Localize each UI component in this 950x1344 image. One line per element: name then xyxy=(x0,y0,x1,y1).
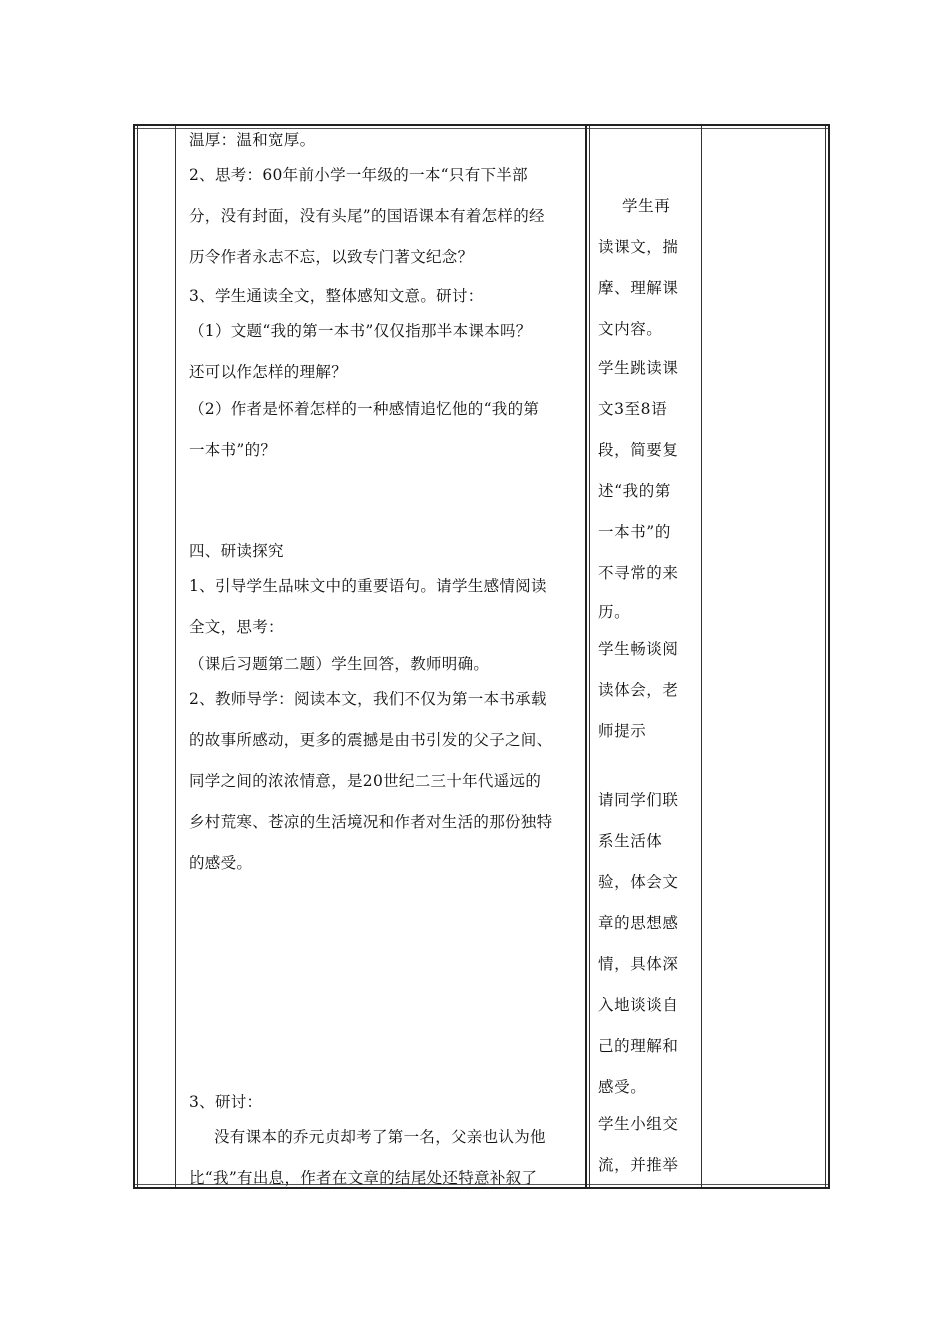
activity-line: 读课文，揣 xyxy=(598,238,679,256)
activity-line: 述“我的第 xyxy=(598,482,671,500)
section-heading: 四、研读探究 xyxy=(189,542,284,560)
activity-line: 入地谈谈自 xyxy=(598,996,679,1014)
content-line: 一本书”的？ xyxy=(189,441,277,459)
content-line: 分，没有封面，没有头尾”的国语课本有着怎样的经 xyxy=(189,207,545,225)
activity-line: 学生再 xyxy=(622,197,671,215)
activity-line: 读体会，老 xyxy=(598,681,679,699)
activity-line: 流，并推举 xyxy=(598,1156,679,1174)
column-divider-2-inner xyxy=(589,126,590,1187)
activity-line: 一本书”的 xyxy=(598,523,671,541)
content-line: 2、教师导学：阅读本文，我们不仅为第一本书承载 xyxy=(189,690,547,708)
table-inner-top-rule xyxy=(135,128,828,129)
content-line: 历令作者永志不忘，以致专门著文纪念？ xyxy=(189,248,474,266)
activity-line: 验，体会文 xyxy=(598,873,679,891)
content-line: 还可以作怎样的理解？ xyxy=(189,363,348,381)
activity-line: 摩、理解课 xyxy=(598,279,679,297)
activity-line: 己的理解和 xyxy=(598,1037,679,1055)
content-line: 乡村荒寒、苍凉的生活境况和作者对生活的那份独特 xyxy=(189,813,553,831)
activity-line: 段，简要复 xyxy=(598,441,679,459)
activity-line: 师提示 xyxy=(598,722,647,740)
activity-line: 系生活体 xyxy=(598,832,663,850)
content-line: 的故事所感动，更多的震撼是由书引发的父子之间、 xyxy=(189,731,553,749)
content-line: 温厚：温和宽厚。 xyxy=(189,131,316,149)
content-line: （1）文题“我的第一本书”仅仅指那半本课本吗？ xyxy=(189,322,532,340)
activity-line: 学生跳读课 xyxy=(598,359,679,377)
content-line: 全文，思考： xyxy=(189,618,284,636)
column-divider-3 xyxy=(701,126,702,1187)
activity-line: 文3至8语 xyxy=(598,400,668,418)
content-line: 2、思考：60年前小学一年级的一本“只有下半部 xyxy=(189,166,528,184)
column-divider-right-inner xyxy=(825,126,826,1187)
column-divider-left-inner xyxy=(137,126,138,1187)
activity-line: 感受。 xyxy=(598,1078,647,1096)
activity-line: 情，具体深 xyxy=(598,955,679,973)
content-line: 3、研讨： xyxy=(189,1093,263,1111)
content-line: 比“我”有出息，作者在文章的结尾处还特意补叙了 xyxy=(189,1169,538,1187)
activity-line: 历。 xyxy=(598,603,631,621)
content-line: 没有课本的乔元贞却考了第一名，父亲也认为他 xyxy=(214,1128,546,1146)
content-line: 的感受。 xyxy=(189,854,253,872)
column-divider-2 xyxy=(585,126,587,1187)
activity-line: 学生小组交 xyxy=(598,1115,679,1133)
activity-line: 不寻常的来 xyxy=(598,564,679,582)
content-line: （课后习题第二题）学生回答，教师明确。 xyxy=(189,655,490,673)
activity-line: 学生畅谈阅 xyxy=(598,640,679,658)
content-line: 同学之间的浓浓情意，是20世纪二三十年代遥远的 xyxy=(189,772,542,790)
content-line: （2）作者是怀着怎样的一种感情追忆他的“我的第 xyxy=(189,400,540,418)
content-line: 1、引导学生品味文中的重要语句。请学生感情阅读 xyxy=(189,577,547,595)
activity-line: 文内容。 xyxy=(598,320,663,338)
lesson-plan-table xyxy=(133,124,830,1189)
content-line: 3、学生通读全文，整体感知文意。研讨： xyxy=(189,287,484,305)
column-divider-1 xyxy=(175,126,176,1187)
activity-line: 章的思想感 xyxy=(598,914,679,932)
activity-line: 请同学们联 xyxy=(598,791,679,809)
